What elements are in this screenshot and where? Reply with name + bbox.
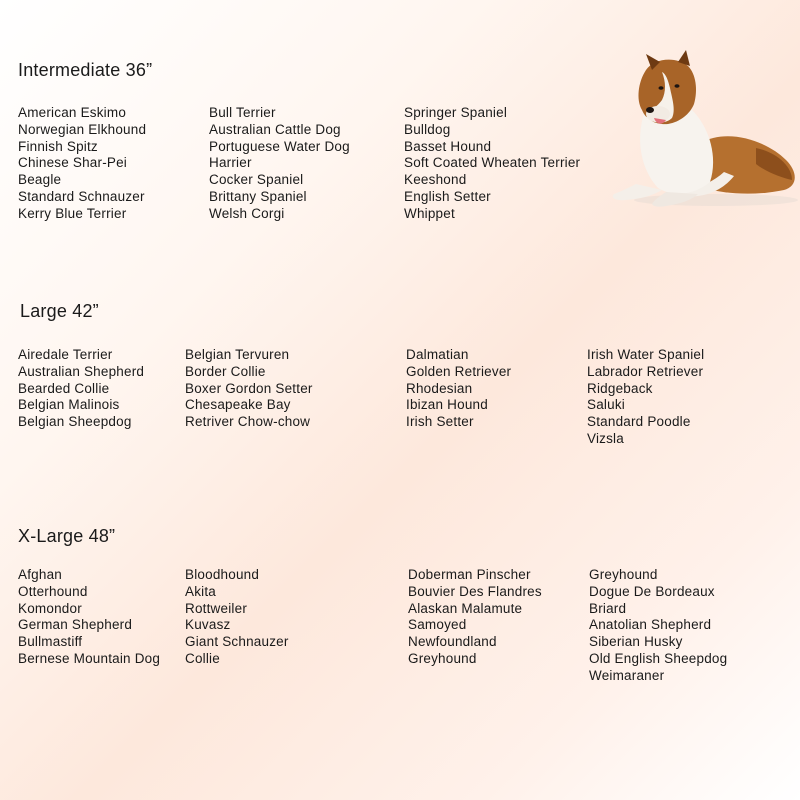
breed-item: American Eskimo xyxy=(18,105,127,120)
breed-list-xlarge-col1 xyxy=(18,567,160,668)
breed-item: Australian Shepherd xyxy=(18,363,145,379)
breed-item: Chesapeake Bay xyxy=(185,397,291,413)
breed-item: Irish Setter xyxy=(406,414,474,430)
breed-list-intermediate-col2 xyxy=(209,105,350,223)
breed-item: Vizsla xyxy=(587,430,624,446)
section-title-xlarge: X-Large 48” xyxy=(18,526,116,546)
breed-item: Doberman Pinscher xyxy=(408,567,531,582)
breed-item: Saluki xyxy=(587,397,625,413)
breed-item: Kerry Blue Terrier xyxy=(18,205,127,221)
breed-item: Bullmastiff xyxy=(18,634,83,650)
breed-item: Keeshond xyxy=(404,172,467,188)
breed-item: Standard Poodle xyxy=(587,414,691,430)
breed-item: Ibizan Hound xyxy=(406,397,488,413)
breed-item: Standard Schnauzer xyxy=(18,188,145,204)
breed-list-intermediate-col1 xyxy=(18,105,146,223)
collie-dog-photo xyxy=(606,48,800,218)
breed-item: Basset Hound xyxy=(404,138,492,154)
breed-item: Rhodesian xyxy=(406,380,473,396)
breed-item: Dalmatian xyxy=(406,347,469,362)
breed-item: Beagle xyxy=(18,172,62,188)
breed-item: Siberian Husky xyxy=(589,634,683,650)
breed-item: Australian Cattle Dog xyxy=(209,121,341,137)
breed-item: Dogue De Bordeaux xyxy=(589,583,715,599)
breed-item: Collie xyxy=(185,650,220,666)
breed-item: Norwegian Elkhound xyxy=(18,121,147,137)
breed-item: Labrador Retriever xyxy=(587,363,704,379)
breed-item: Soft Coated Wheaten Terrier xyxy=(404,155,581,171)
breed-item: Bernese Mountain Dog xyxy=(18,650,161,666)
breed-item: Weimaraner xyxy=(589,667,665,683)
breed-item: Bearded Collie xyxy=(18,380,110,396)
breed-item: Briard xyxy=(589,600,627,616)
breed-item: Bouvier Des Flandres xyxy=(408,583,542,599)
breed-item: Belgian Malinois xyxy=(18,397,120,413)
breed-item: Belgian Sheepdog xyxy=(18,414,132,430)
breed-item: Retriver Chow-chow xyxy=(185,414,311,430)
breed-item: English Setter xyxy=(404,188,491,204)
breed-item: Finnish Spitz xyxy=(18,138,98,154)
breed-list-xlarge-col4 xyxy=(589,567,727,685)
breed-item: Afghan xyxy=(18,567,62,582)
breed-item: Golden Retriever xyxy=(406,363,512,379)
breed-item: Border Collie xyxy=(185,363,266,379)
breed-list-xlarge-col3 xyxy=(408,567,542,668)
breed-item: Bull Terrier xyxy=(209,105,276,120)
breed-item: Ridgeback xyxy=(587,380,653,396)
breed-item: Giant Schnauzer xyxy=(185,634,289,650)
breed-item: Whippet xyxy=(404,205,455,221)
breed-item: Samoyed xyxy=(408,617,467,633)
breed-item: Bulldog xyxy=(404,121,451,137)
breed-item: Belgian Tervuren xyxy=(185,347,290,362)
section-title-intermediate: Intermediate 36” xyxy=(18,60,153,80)
breed-item: Otterhound xyxy=(18,583,88,599)
breed-list-large-col1 xyxy=(18,347,144,431)
breed-item: Akita xyxy=(185,583,217,599)
breed-item: Airedale Terrier xyxy=(18,347,113,362)
breed-item: Chinese Shar-Pei xyxy=(18,155,128,171)
breed-list-large-col4 xyxy=(587,347,704,448)
breed-item: Bloodhound xyxy=(185,567,260,582)
section-title-large: Large 42” xyxy=(20,301,99,321)
breed-list-intermediate-col3 xyxy=(404,105,580,223)
breed-item: Boxer Gordon Setter xyxy=(185,380,313,396)
breed-item: Greyhound xyxy=(408,650,477,666)
breed-item: Springer Spaniel xyxy=(404,105,508,120)
breed-item: Newfoundland xyxy=(408,634,497,650)
breed-list-large-col3 xyxy=(406,347,511,431)
breed-item: Harrier xyxy=(209,155,252,171)
breed-item: Old English Sheepdog xyxy=(589,650,728,666)
breed-item: Welsh Corgi xyxy=(209,205,285,221)
breed-item: Kuvasz xyxy=(185,617,231,633)
breed-item: Brittany Spaniel xyxy=(209,188,307,204)
breed-item: Irish Water Spaniel xyxy=(587,347,705,362)
breed-item: German Shepherd xyxy=(18,617,133,633)
breed-list-large-col2 xyxy=(185,347,313,431)
breed-item: Cocker Spaniel xyxy=(209,172,304,188)
breed-list-xlarge-col2 xyxy=(185,567,289,668)
breed-item: Alaskan Malamute xyxy=(408,600,523,616)
breed-item: Komondor xyxy=(18,600,82,616)
breed-item: Anatolian Shepherd xyxy=(589,617,712,633)
breed-item: Portuguese Water Dog xyxy=(209,138,350,154)
breed-item: Rottweiler xyxy=(185,600,248,616)
breed-item: Greyhound xyxy=(589,567,658,582)
